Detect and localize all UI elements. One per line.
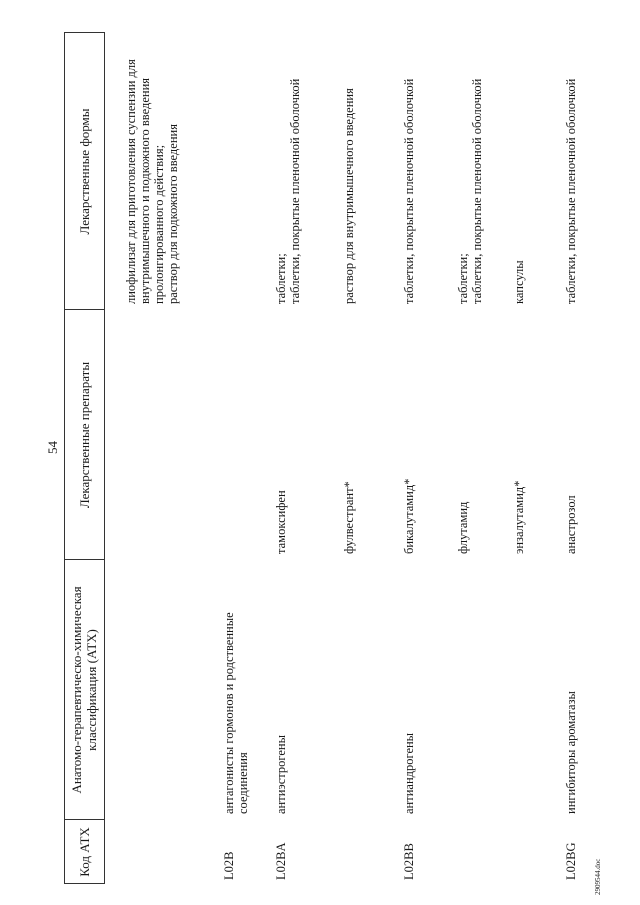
table-row-1-code: L02B: [222, 851, 236, 880]
header-bottom-border: [104, 32, 105, 884]
table-row-2-drug: тамоксифен: [274, 490, 288, 554]
table-row-7-forms: таблетки, покрытые пленочной оболочкой: [564, 78, 578, 304]
table-row-2-classification: антиэстрогены: [274, 734, 288, 814]
header-forms: Лекарственные формы: [76, 108, 92, 235]
table-row-6-forms: капсулы: [512, 260, 526, 304]
table-row-3-drug: фулвестрант*: [342, 481, 356, 554]
table-row-4-forms: таблетки, покрытые пленочной оболочкой: [402, 78, 416, 304]
table-row-0-forms: лиофилизат для приготовления суспензии для внутримышечного и подкожного введения пролонгированного действия; раствор для подкожного введения: [124, 59, 180, 304]
header-classification: Анатомо-терапевтическо-химическая классификация (АТХ): [69, 586, 99, 794]
table-row-5-drug: флутамид: [456, 501, 470, 554]
header-code: Код АТХ: [76, 827, 92, 877]
table-row-3-forms: раствор для внутримышечного введения: [342, 88, 356, 304]
table-row-2-code: L02BA: [274, 842, 288, 880]
table-row-6-drug: энзалутамид*: [512, 480, 526, 554]
table-row-7-drug: анастрозол: [564, 495, 578, 554]
rotated-table-page: [64, 32, 596, 884]
table-row-5-forms: таблетки; таблетки, покрытые пленочной оболочкой: [456, 78, 484, 304]
header-drugs: Лекарственные препараты: [76, 361, 92, 509]
table-row-2-forms: таблетки; таблетки, покрытые пленочной оболочкой: [274, 78, 302, 304]
footer-document-code: 2909544.doc: [594, 858, 602, 895]
page-number: 54: [45, 441, 60, 454]
table-row-4-drug: бикалутамид*: [402, 478, 416, 554]
table-row-7-classification: ингибиторы ароматазы: [564, 691, 578, 814]
atc-table: [64, 32, 596, 884]
table-row-7-code: L02BG: [564, 842, 578, 880]
table-row-1-classification: антагонисты гормонов и родственные соединения: [222, 612, 250, 814]
table-row-4-classification: антиандрогены: [402, 732, 416, 814]
table-row-4-code: L02BB: [402, 843, 416, 880]
